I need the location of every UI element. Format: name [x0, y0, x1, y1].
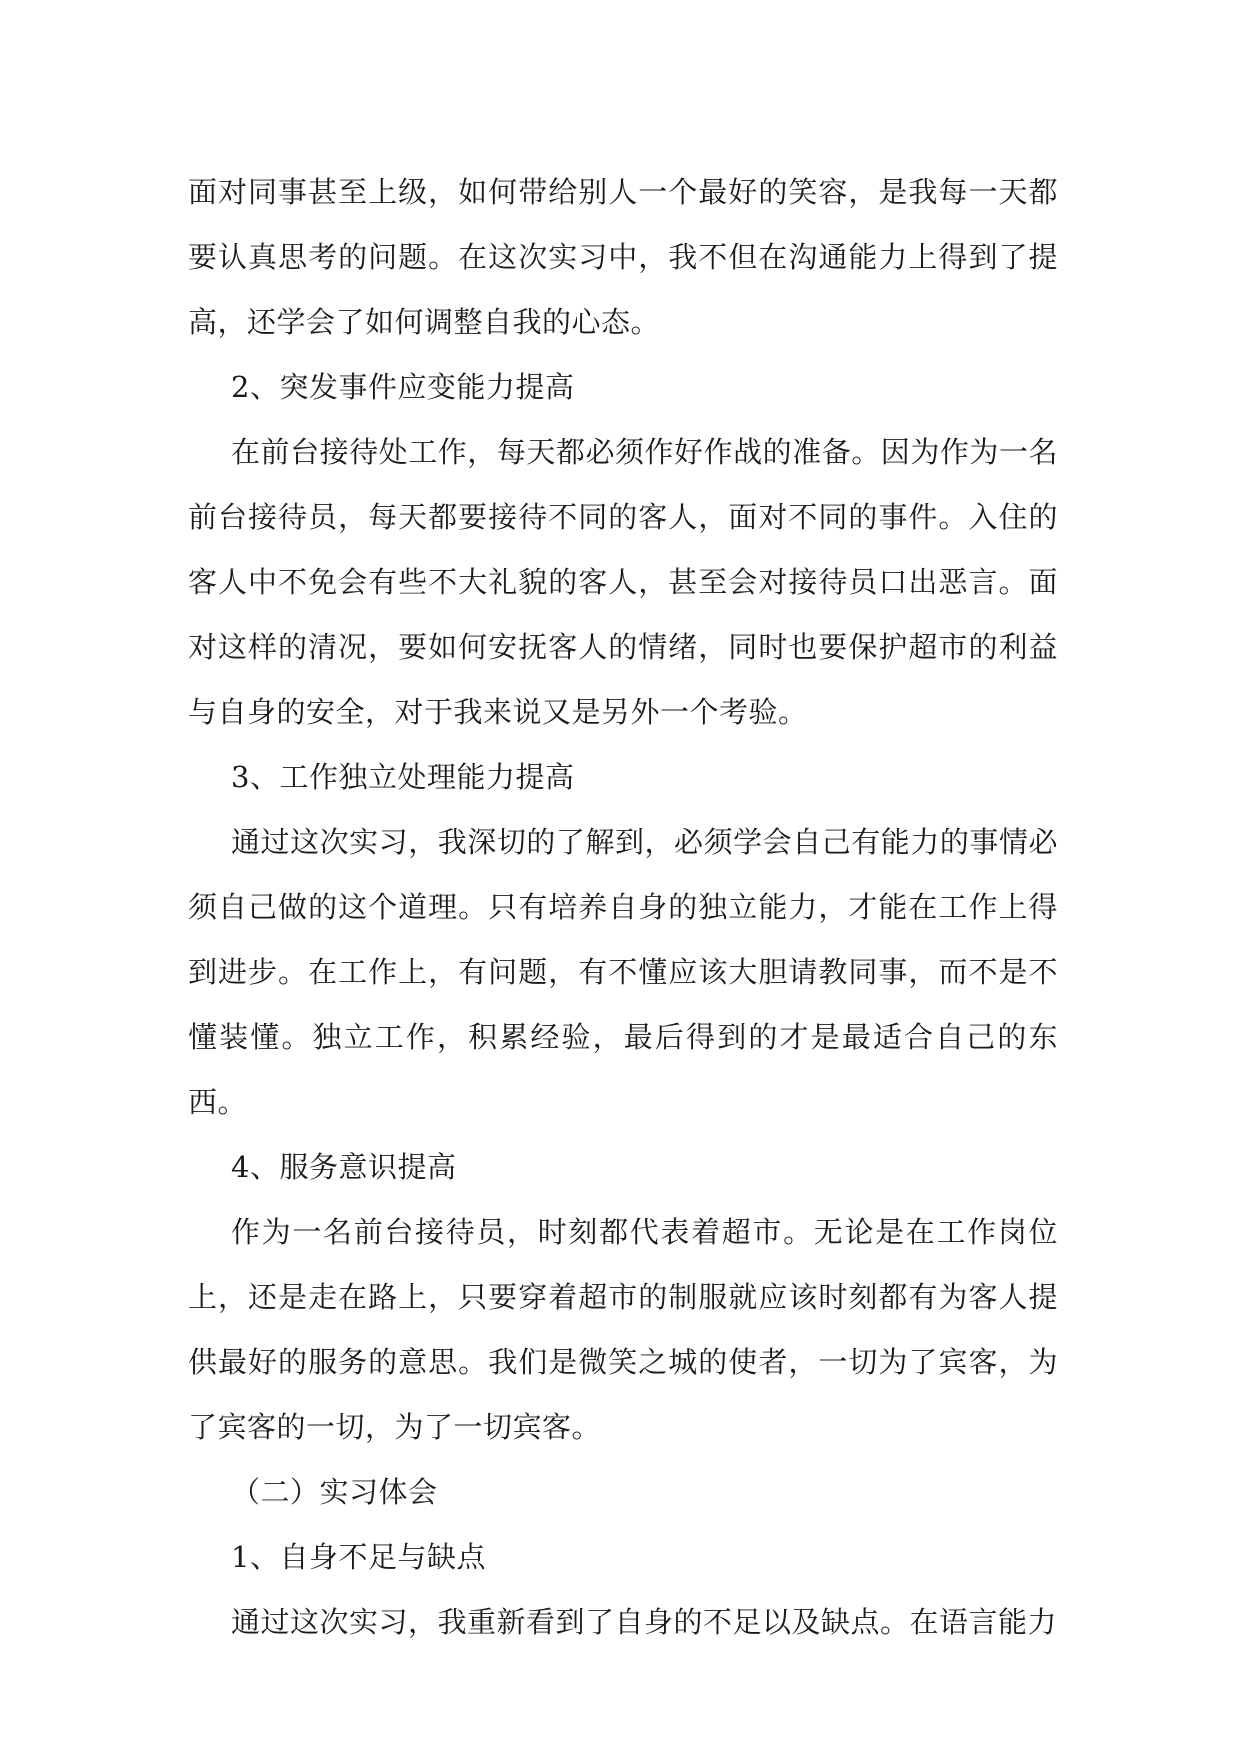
- section-heading-shortcomings: 1、自身不足与缺点: [231, 1540, 486, 1574]
- section-heading-adaptability: 2、突发事件应变能力提高: [231, 370, 575, 404]
- paragraph-independence: 通过这次实习，我深切的了解到，必须学会自己有能力的事情必须自己做的这个道理。只有培养自身的独立能力，才能在工作上得到进步。在工作上，有问题，有不懂应该大胆请教同事，而不是不懂装懂。独立工作，积累经验，最后得到的才是最适合自己的东西。: [188, 825, 1058, 1119]
- paragraph-service: 作为一名前台接待员，时刻都代表着超市。无论是在工作岗位上，还是走在路上，只要穿着超市的制服就应该时刻都有为客人提供最好的服务的意思。我们是微笑之城的使者，一切为了宾客，为了宾客的一切，为了一切宾客。: [188, 1215, 1058, 1444]
- section-heading-service: 4、服务意识提高: [231, 1150, 457, 1184]
- section-heading-experience: （二）实习体会: [231, 1475, 438, 1509]
- document-body: [188, 160, 1058, 1655]
- section-heading-independence: 3、工作独立处理能力提高: [231, 760, 575, 794]
- paragraph-shortcomings: 通过这次实习，我重新看到了自身的不足以及缺点。在语言能力: [231, 1605, 1058, 1639]
- paragraph-adaptability: 在前台接待处工作，每天都必须作好作战的准备。因为作为一名前台接待员，每天都要接待不同的客人，面对不同的事件。入住的客人中不免会有些不大礼貌的客人，甚至会对接待员口出恶言。面对这样的清况，要如何安抚客人的情绪，同时也要保护超市的利益与自身的安全，对于我来说又是另外一个考验。: [188, 435, 1058, 729]
- paragraph-continuation: 面对同事甚至上级，如何带给别人一个最好的笑容，是我每一天都要认真思考的问题。在这次实习中，我不但在沟通能力上得到了提高，还学会了如何调整自我的心态。: [188, 175, 1058, 339]
